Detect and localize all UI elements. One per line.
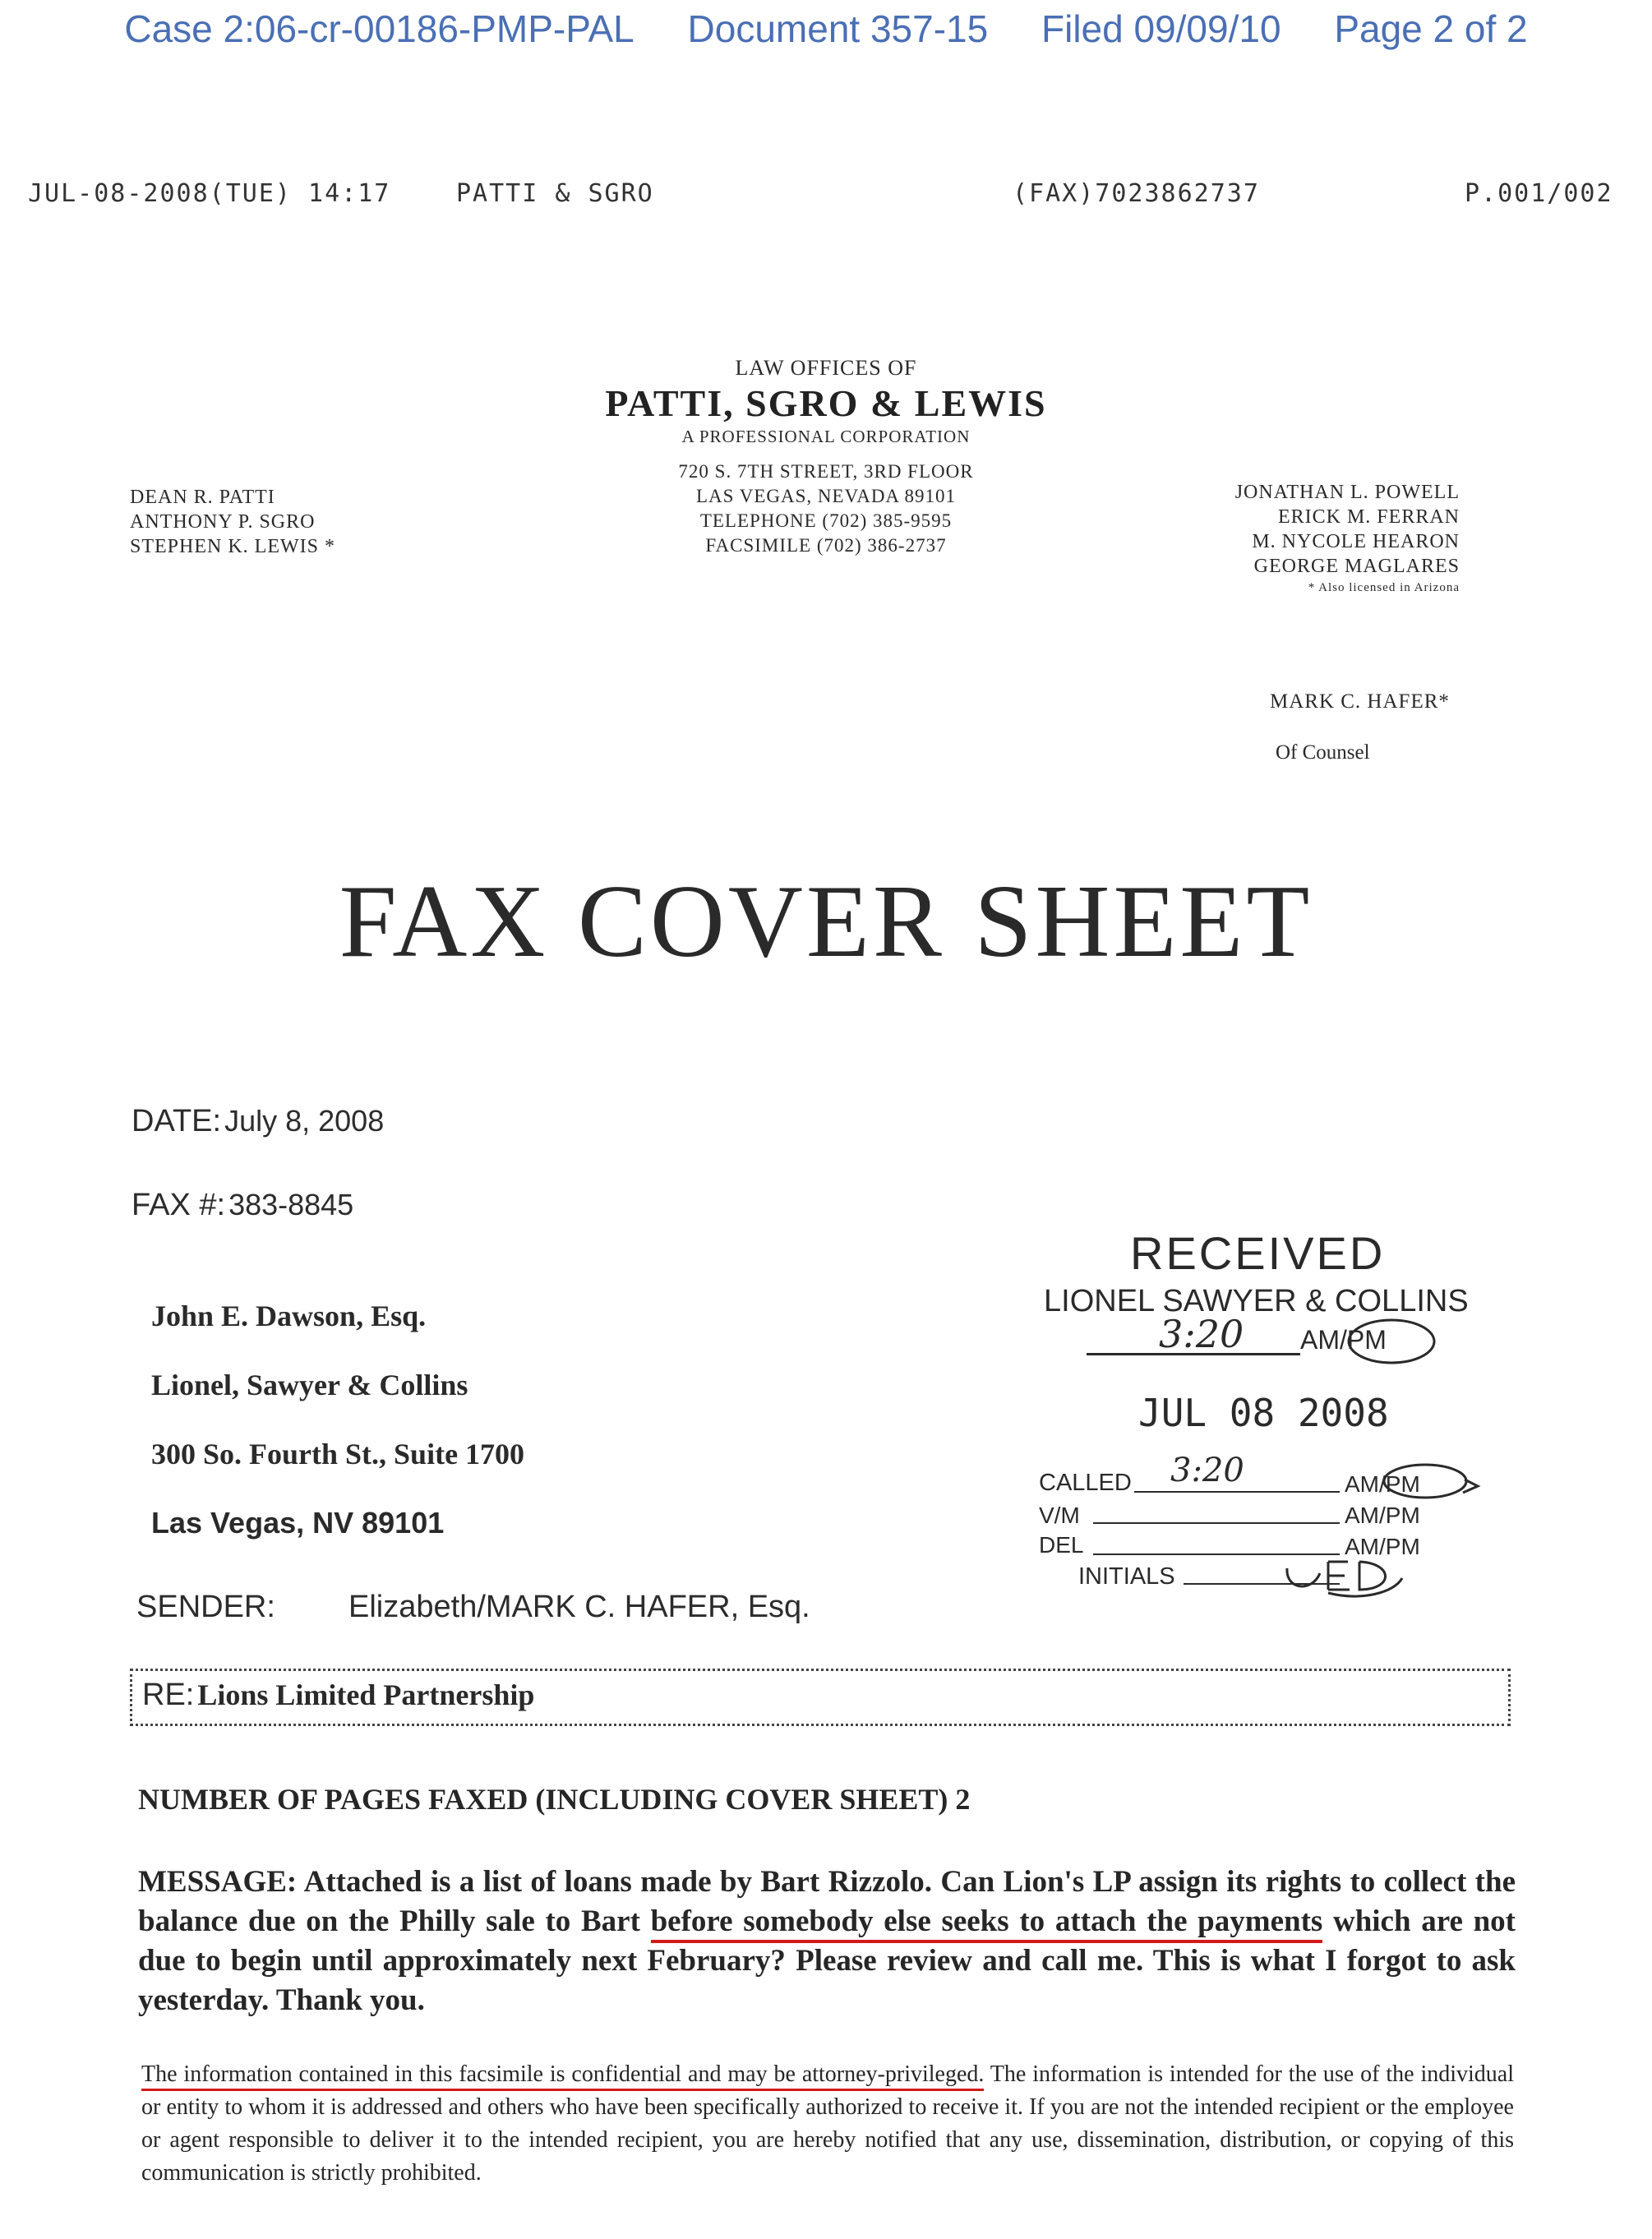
recipient-name: John E. Dawson, Esq. (151, 1300, 427, 1332)
recipient-firm: Lionel, Sawyer & Collins (151, 1369, 468, 1401)
firm-name: PATTI, SGRO & LEWIS (605, 382, 1047, 424)
recipient-city: Las Vegas, NV 89101 (151, 1506, 445, 1540)
fax-number-field (132, 1188, 353, 1223)
initials-label: INITIALS (1078, 1563, 1175, 1590)
page-title: FAX COVER SHEET (339, 865, 1313, 979)
message-label: MESSAGE: (138, 1865, 298, 1899)
re-value: Lions Limited Partnership (197, 1678, 535, 1711)
of-counsel-label: Of Counsel (1276, 741, 1370, 764)
attorney-name: ERICK M. FERRAN (1277, 506, 1460, 528)
of-counsel-name: MARK C. HAFER* (1270, 690, 1450, 713)
pages-faxed-line: NUMBER OF PAGES FAXED (INCLUDING COVER SHEET) 2 (138, 1783, 971, 1816)
voicemail-label: V/M (1039, 1503, 1080, 1528)
voicemail-am-pm: AM/PM (1345, 1503, 1420, 1528)
received-am-pm: AM/PM (1300, 1325, 1387, 1355)
corporation-label: A PROFESSIONAL CORPORATION (681, 427, 971, 446)
attorney-name: STEPHEN K. LEWIS * (130, 536, 335, 557)
confidentiality-underlined: The information contained in this facsimile is confidential and may be attorney-privileged. (141, 2061, 984, 2091)
re-box (130, 1669, 1511, 1726)
attorney-name: GEORGE MAGLARES (1253, 556, 1460, 577)
law-offices-label: LAW OFFICES OF (735, 356, 917, 380)
date-label: DATE: (132, 1104, 222, 1138)
telephone-line: TELEPHONE (702) 385-9595 (699, 510, 953, 531)
received-stamp-firm: LIONEL SAWYER & COLLINS (1044, 1284, 1469, 1318)
license-note: * Also licensed in Arizona (1308, 581, 1460, 594)
called-time: 3:20 (1170, 1452, 1244, 1489)
called-pm-circle-mark (1376, 1457, 1483, 1506)
called-label: CALLED (1039, 1470, 1132, 1496)
address-line: 720 S. 7TH STREET, 3RD FLOOR (678, 461, 974, 482)
sender-field (136, 1590, 810, 1625)
message-block (138, 1863, 1516, 2020)
received-time: 3:20 (1159, 1312, 1244, 1356)
court-filing-header (0, 7, 1652, 51)
attorney-name: JONATHAN L. POWELL (1234, 482, 1460, 503)
called-line (1134, 1452, 1340, 1493)
message-text-continued: which are not due to begin until approximately next February? Please review and call me. This is what I forgot to ask yesterday. Thank you. (138, 1904, 1516, 2017)
fax-page: P.001/002 (1465, 179, 1613, 208)
firm-address (415, 459, 1237, 558)
recipient-block (151, 1299, 524, 1540)
attorney-name: M. NYCOLE HEARON (1252, 531, 1460, 552)
fax-number-value: 383-8845 (228, 1188, 354, 1221)
fax-datetime: JUL-08-2008(TUE) 14:17 (28, 179, 391, 208)
time-line (1087, 1312, 1300, 1356)
re-label: RE: (142, 1678, 195, 1712)
page-indicator: Page 2 of 2 (1334, 7, 1528, 50)
right-attorney-list (1167, 480, 1460, 597)
pm-circle-mark (1344, 1312, 1442, 1371)
document-number: Document 357-15 (687, 7, 989, 50)
message-text: Attached is a list of loans made by Bart Rizzolo. Can Lion's LP assign its rights to collect the balance due on the Philly sale to Bart (138, 1865, 1516, 1938)
delivered-label: DEL (1039, 1532, 1084, 1558)
date-value: July 8, 2008 (224, 1104, 385, 1138)
sender-value: Elizabeth/MARK C. HAFER, Esq. (348, 1590, 810, 1624)
left-attorney-list (130, 485, 335, 559)
fax-number-label: FAX #: (132, 1188, 226, 1222)
delivered-am-pm: AM/PM (1345, 1534, 1420, 1559)
address-line: LAS VEGAS, NEVADA 89101 (695, 486, 957, 506)
recipient-street: 300 So. Fourth St., Suite 1700 (151, 1438, 525, 1470)
message-underlined-text: before somebody else seeks to attach the payments (651, 1904, 1323, 1943)
attorney-name: DEAN R. PATTI (130, 487, 275, 508)
facsimile-line: FACSIMILE (702) 386-2737 (705, 535, 947, 556)
received-date: JUL 08 2008 (1138, 1391, 1389, 1435)
confidentiality-notice (141, 2058, 1514, 2190)
sender-label: SENDER: (136, 1590, 275, 1624)
date-field (132, 1104, 384, 1139)
case-number: Case 2:06-cr-00186-PMP-PAL (124, 7, 634, 50)
letterhead (415, 355, 1237, 558)
filed-date: Filed 09/09/10 (1041, 7, 1281, 50)
voicemail-line (1093, 1522, 1340, 1524)
fax-sender: PATTI & SGRO (456, 179, 654, 208)
called-am-pm: AM/PM (1345, 1471, 1420, 1497)
received-stamp-title: RECEIVED (1130, 1227, 1386, 1279)
confidentiality-text: The information is intended for the use of the individual or entity to whom it is addressed and others who have been specifically authorized to receive it. If you are not the intended recipient or the employee or agent responsible to deliver it to the intended recipient, you are hereby notified that any use, dissemination, distribution, or copying of this communication is strictly prohibited. (141, 2061, 1515, 2186)
initials-mark (1279, 1553, 1410, 1600)
fax-number: (FAX)7023862737 (1013, 179, 1260, 208)
attorney-name: ANTHONY P. SGRO (130, 511, 316, 533)
